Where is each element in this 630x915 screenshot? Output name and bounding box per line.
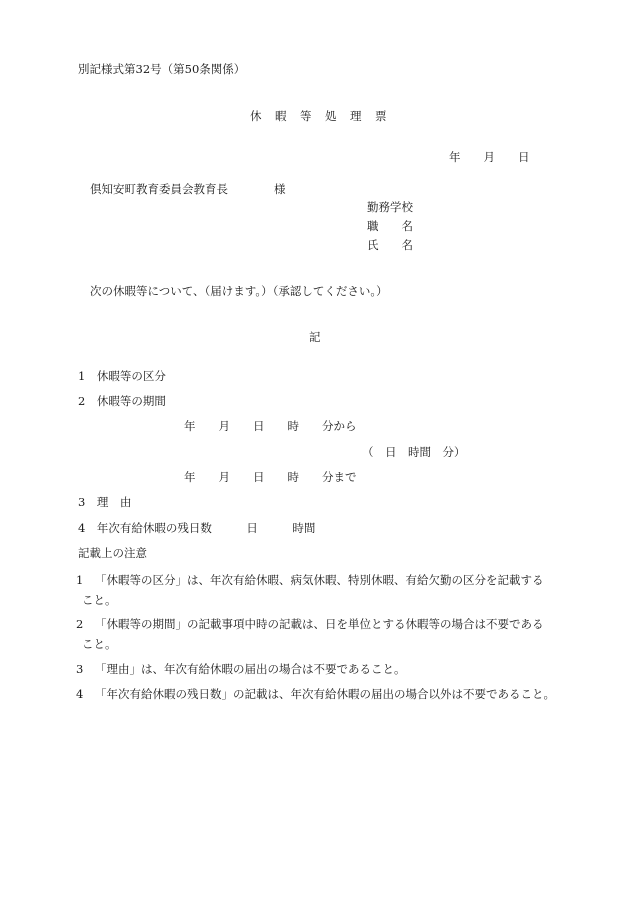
document-title: 休 暇 等 処 理 票 xyxy=(250,109,388,123)
period-duration: （ 日 時間 分） xyxy=(362,445,466,459)
note-number: 1 xyxy=(76,573,84,587)
form-reference: 別記様式第32号（第50条関係） xyxy=(78,62,246,76)
note-number: 3 xyxy=(76,662,84,676)
statement: 次の休暇等について、（届けます。）（承認してください。） xyxy=(90,284,388,298)
name-label: 氏 名 xyxy=(367,238,413,252)
note-number: 4 xyxy=(76,687,84,701)
item-reason: 3 理 由 xyxy=(78,495,132,509)
item-leave-period: 2 休暇等の期間 xyxy=(78,394,166,408)
addressee: 倶知安町教育委員会教育長 様 xyxy=(90,182,286,196)
note-text: 「理由」は、年次有給休暇の届出の場合は不要であること。 xyxy=(95,662,406,676)
item-remaining-leave: 4 年次有給休暇の残日数 日 時間 xyxy=(78,521,316,535)
note-text-continued: こと。 xyxy=(82,637,117,651)
note-item xyxy=(78,614,563,654)
note-item xyxy=(78,684,563,704)
school-label: 勤務学校 xyxy=(367,200,413,214)
note-text: 「年次有給休暇の残日数」の記載は、年次有給休暇の届出の場合以外は不要であること。 xyxy=(95,687,555,701)
note-number: 2 xyxy=(76,617,84,631)
item-leave-type: 1 休暇等の区分 xyxy=(78,369,166,383)
date-line: 年 月 日 xyxy=(449,150,530,164)
ki-heading: 記 xyxy=(309,330,321,344)
note-item xyxy=(78,570,563,610)
notes-heading: 記載上の注意 xyxy=(78,546,147,560)
period-from: 年 月 日 時 分から xyxy=(184,419,357,433)
note-text: 「休暇等の区分」は、年次有給休暇、病気休暇、特別休暇、有給欠勤の区分を記載する xyxy=(95,573,544,587)
note-text: 「休暇等の期間」の記載事項中時の記載は、日を単位とする休暇等の場合は不要である xyxy=(95,617,544,631)
position-label: 職 名 xyxy=(367,219,413,233)
period-to: 年 月 日 時 分まで xyxy=(184,470,357,484)
note-text-continued: こと。 xyxy=(82,593,117,607)
note-item xyxy=(78,659,563,679)
